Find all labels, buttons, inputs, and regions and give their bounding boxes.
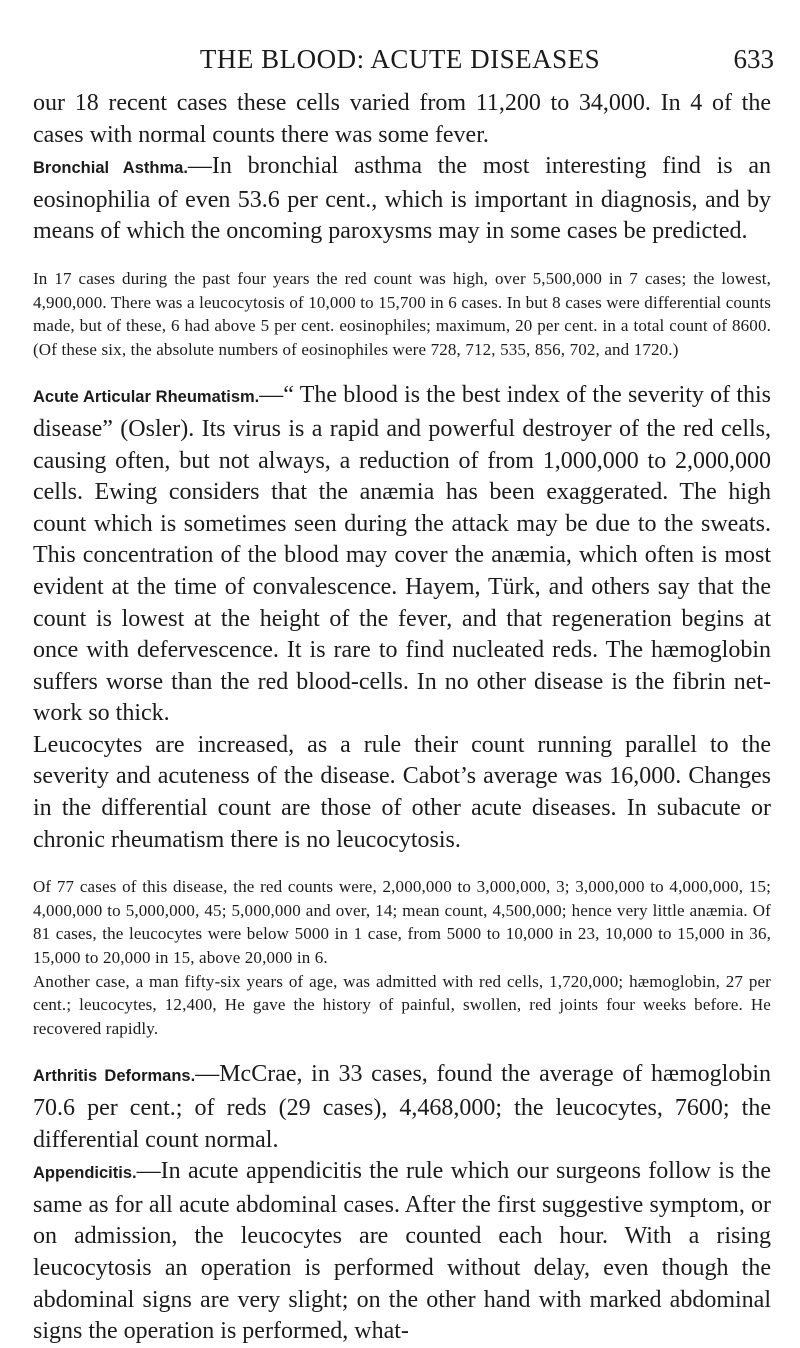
page-number: 633 bbox=[733, 44, 774, 74]
paragraph-leucocytes: Leucocytes are increased, as a rule their count running parallel to the severity and acuteness of the disease. Cabot’s average was 16,000. Changes in the differential count are those of other acute diseases. In subacute or chronic rheumatism there is no leucocytosis. bbox=[33, 731, 771, 853]
page-header bbox=[0, 44, 800, 76]
rheumatism-text: —“ The blood is the best index of the severity of this disease” (Osler). Its virus is a rapid and powerful destroyer of the red cells, causing often, but not always, a reduction of from 1,000,000 to 2,000,000 cells. Ewing considers that the anæmia has been exaggerated. The high count which is sometimes seen during the attack may be due to the sweats. This concentration of the blood may cover the anæmia, which often is most evident at the time of convalescence. Hayem, Türk, and others say that the count is lowest at the height of the fever, and that regeneration begins at once with defervescence. It is rare to find nucleated reds. The hæmoglobin suffers worse than the red blood-cells. In no other disease is the fibrin net-work so thick. bbox=[33, 382, 771, 727]
paragraph-opening: our 18 recent cases these cells varied from 11,200 to 34,000. In 4 of the cases with normal counts there was some fever. bbox=[33, 90, 771, 148]
section-appendicitis bbox=[33, 1156, 771, 1348]
running-title: THE BLOOD: ACUTE DISEASES bbox=[199, 44, 601, 74]
heading-arthritis-deformans: Arthritis Deformans. bbox=[33, 1067, 196, 1086]
section-bronchial-asthma bbox=[33, 151, 771, 248]
section-acute-rheumatism bbox=[33, 380, 771, 730]
page-body bbox=[33, 88, 771, 1348]
asthma-case-notes: In 17 cases during the past four years the red count was high, over 5,500,000 in 7 cases; the lowest, 4,900,000. There was a leucocytosis of 10,000 to 15,700 in 6 cases. In but 8 cases were differential counts made, but of these, 6 had above 5 per cent. eosinophiles; maximum, 20 per cent. in a total count of 8600. (Of these six, the absolute numbers of eosinophiles were 728, 712, 535, 856, 702, and 1720.) bbox=[33, 268, 771, 359]
asthma-text: —In bronchial asthma the most interesting find is an eosinophilia of even 53.6 per cent., which is important in diagnosis, and by means of which the oncoming paroxysms may in some cases be predicted. bbox=[33, 153, 771, 245]
heading-appendicitis: Appendicitis. bbox=[33, 1164, 137, 1183]
rheumatism-case-notes: Of 77 cases of this disease, the red counts were, 2,000,000 to 3,000,000, 3; 3,000,000 to 4,000,000, 15; 4,000,000 to 5,000,000, 45; 5,000,000 and over, 14; mean count, 4,500,000; hence very little anæmia. Of 81 cases, the leucocytes were below 5000 in 1 case, from 5000 to 10,000 in 23, 10,000 to 15,000 in 36, 15,000 to 20,000 in 15, above 20,000 in 6. bbox=[33, 877, 771, 968]
appendicitis-text: —In acute appendicitis the rule which our surgeons follow is the same as for all acute abdominal cases. After the first suggestive symptom, or on admission, the leucocytes are counted each hour. With a rising leucocytosis an operation is performed without delay, even though the abdominal signs are very slight; on the other hand with marked abdominal signs the operation is performed, what- bbox=[33, 1158, 771, 1345]
rheumatism-case-another: Another case, a man fifty-six years of age, was admitted with red cells, 1,720,000; hæmoglobin, 27 per cent.; leucocytes, 12,400, He gave the history of painful, swollen, red joints four weeks before. He recovered rapidly. bbox=[33, 971, 771, 1038]
heading-acute-rheumatism: Acute Articular Rheumatism. bbox=[33, 388, 260, 407]
heading-bronchial-asthma: Bronchial Asthma. bbox=[33, 159, 188, 178]
arthritis-text: —McCrae, in 33 cases, found the average of hæmoglobin 70.6 per cent.; of reds (29 cases), 4,468,000; the leucocytes, 7600; the differential count normal. bbox=[33, 1061, 772, 1153]
section-arthritis-deformans bbox=[33, 1059, 771, 1156]
